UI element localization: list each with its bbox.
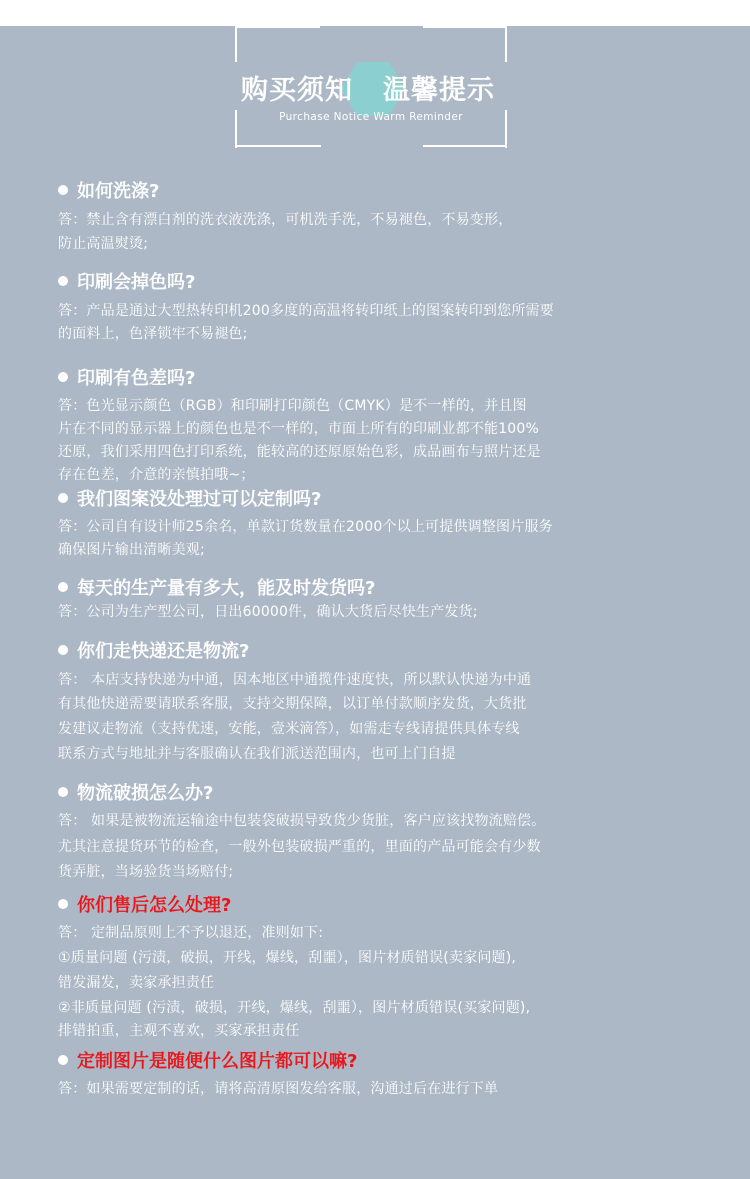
faq-answer-line: ②非质量问题 (污渍，破损，开线，爆线，刮噩），图片材质错误(买家问题), xyxy=(58,1000,531,1016)
faq-answer-line: 联系方式与地址并与客服确认在我们派送范围内，也可上门自提 xyxy=(58,746,456,762)
bullet-dot-icon xyxy=(58,1055,68,1065)
frame-line xyxy=(235,26,320,28)
bullet-dot-icon xyxy=(58,582,68,592)
faq-question xyxy=(58,367,195,391)
faq-answer-line: 答：产品是通过大型热转印机200多度的高温将转印纸上的图案转印到您所需要 xyxy=(58,303,554,319)
bullet-dot-icon xyxy=(58,185,68,195)
bullet-dot-icon xyxy=(58,645,68,655)
faq-question-text: 如何洗涤? xyxy=(77,181,160,202)
faq-answer-line: 答： 如果是被物流运输途中包装袋破损导致货少货脏，客户应该找物流赔偿。 xyxy=(58,813,546,829)
header-subtitle: Purchase Notice Warm Reminder xyxy=(279,111,463,123)
faq-answer-line: 排错拍重，主观不喜欢，买家承担责任 xyxy=(58,1023,300,1039)
faq-question-text: 物流破损怎么办? xyxy=(77,783,214,804)
faq-question-text: 你们走快递还是物流? xyxy=(77,641,250,662)
faq-question xyxy=(58,894,231,918)
faq-question-text: 每天的生产量有多大，能及时发货吗? xyxy=(77,578,376,599)
faq-question xyxy=(58,180,159,204)
header-banner xyxy=(235,26,507,123)
faq-answer-line: 答：如果需要定制的话，请将高清原图发给客服，沟通过后在进行下单 xyxy=(58,1081,499,1097)
faq-question xyxy=(58,782,213,806)
faq-answer-line: 答：公司为生产型公司，日出60000件，确认大货后尽快生产发货; xyxy=(58,604,478,620)
faq-answer-line: 防止高温熨烫; xyxy=(58,236,149,252)
faq-question-text: 印刷会掉色吗? xyxy=(77,272,196,293)
frame-line xyxy=(235,26,237,62)
faq-question xyxy=(58,488,321,512)
bullet-dot-icon xyxy=(58,493,68,503)
faq-question xyxy=(58,640,249,664)
faq-answer-line: 答： 本店支持快递为中通，因本地区中通揽件速度快，所以默认快递为中通 xyxy=(58,672,532,688)
faq-question xyxy=(58,1050,357,1074)
faq-question-text: 你们售后怎么处理? xyxy=(77,895,232,916)
faq-answer-line: 答：禁止含有漂白剂的洗衣液洗涤，可机洗手洗，不易褪色，不易变形， xyxy=(58,212,513,228)
frame-line xyxy=(505,26,507,62)
faq-answer-line: 片在不同的显示器上的颜色也是不一样的，市面上所有的印刷业都不能100% xyxy=(58,421,540,437)
faq-answer-line: 发建议走物流（支持优速，安能，壹米滴答），如需走专线请提供具体专线 xyxy=(58,721,520,737)
faq-answer-line: 的面料上，色泽锁牢不易褪色; xyxy=(58,326,248,342)
bullet-dot-icon xyxy=(58,787,68,797)
title-warm-reminder: 温馨提示 xyxy=(383,75,495,106)
faq-question-text: 我们图案没处理过可以定制吗? xyxy=(77,489,322,510)
bullet-dot-icon xyxy=(58,276,68,286)
frame-line xyxy=(423,26,507,28)
faq-question xyxy=(58,577,375,601)
faq-answer-line: 尤其注意提货环节的检查，一般外包装破损严重的，里面的产品可能会有少数 xyxy=(58,839,541,855)
faq-question xyxy=(58,271,195,295)
bullet-dot-icon xyxy=(58,899,68,909)
frame-line xyxy=(423,145,507,147)
faq-answer-line: ①质量问题 (污渍，破损，开线，爆线，刮噩），图片材质错误(卖家问题), xyxy=(58,950,517,966)
faq-answer-line: 答： 定制品原则上不予以退还，准则如下: xyxy=(58,925,324,941)
bullet-dot-icon xyxy=(58,372,68,382)
faq-answer-line: 答：色光显示颜色（RGB）和印刷打印颜色（CMYK）是不一样的，并且图 xyxy=(58,398,527,414)
faq-answer-line: 存在色差，介意的亲慎拍哦~； xyxy=(58,467,255,483)
faq-question-text: 印刷有色差吗? xyxy=(77,368,196,389)
faq-answer-line: 确保图片输出清晰美观; xyxy=(58,542,205,558)
faq-answer-line: 答：公司自有设计师25余名，单款订货数量在2000个以上可提供调整图片服务 xyxy=(58,519,553,535)
title-purchase-notice: 购买须知 xyxy=(241,75,353,106)
faq-answer-line: 还原，我们采用四色打印系统，能较高的还原原始色彩，成品画布与照片还是 xyxy=(58,444,541,460)
frame-line xyxy=(235,145,321,147)
faq-question-text: 定制图片是随便什么图片都可以嘛? xyxy=(77,1051,358,1072)
faq-answer-line: 错发漏发，卖家承担责任 xyxy=(58,975,215,991)
faq-answer-line: 货弄脏，当场验货当场赔付; xyxy=(58,864,234,880)
faq-answer-line: 有其他快递需要请联系客服，支持交期保障，以订单付款顺序发货，大货批 xyxy=(58,696,527,712)
